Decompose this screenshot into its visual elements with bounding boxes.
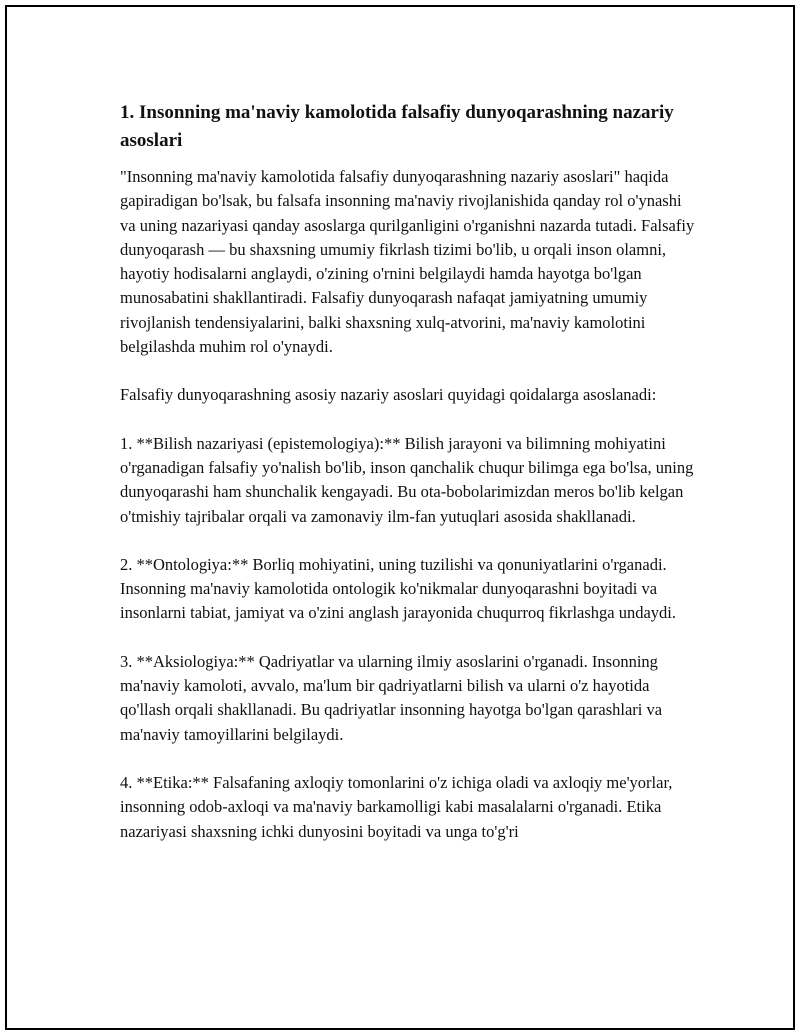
list-item-ontology: 2. **Ontologiya:** Borliq mohiyatini, uning tuzilishi va qonuniyatlarini o'rganadi. Insonning ma'naviy kamolotida ontologik ko'nikmalar dunyoqarashni boyitadi va insonlarni tabiat, jamiyat va o'zini anglash jarayonida chuqurroq fikrlashga undaydi.: [120, 554, 677, 623]
document-page: [5, 5, 795, 1030]
list-item-epistemology: 1. **Bilish nazariyasi (epistemologiya):** Bilish jarayoni va bilimning mohiyatini o'rganadigan falsafiy yo'nalish bo'lib, inson qanchalik chuqur bilimga ega bo'lsa, uning dunyoqarashi ham shunchalik kengayadi. Bu ota-bobolarimizdan meros bo'lib kelgan o'tmishiy tajribalar orqali va zamonaviy ilm-fan yutuqlari asosida shakllanadi.: [120, 433, 694, 526]
list-item-ethics: 4. **Etika:** Falsafaning axloqiy tomonlarini o'z ichiga oladi va axloqiy me'yorlar, insonning odob-axloqi va ma'naviy barkamolligi kabi masalalarni o'rganadi. Etika nazariyasi shaxsning ichki dunyosini boyitadi va unga to'g'ri: [120, 772, 673, 841]
document-body: [120, 99, 695, 868]
basis-intro-paragraph: Falsafiy dunyoqarashning asosiy nazariy asoslari quyidagi qoidalarga asoslanadi:: [120, 385, 657, 405]
section-heading: 1. Insonning ma'naviy kamolotida falsafiy dunyoqarashning nazariy asoslari: [120, 102, 674, 151]
intro-paragraph: "Insonning ma'naviy kamolotida falsafiy dunyoqarashning nazariy asoslari" haqida gapiradigan bo'lsak, bu falsafa insonning ma'naviy rivojlanishida qanday rol o'ynashi va uning nazariyasi qanday asoslarga qurilganligini o'rganishni nazarda tutadi. Falsafiy dunyoqarash — bu shaxsning umumiy fikrlash tizimi bo'lib, u orqali inson olamni, hayotiy hodisalarni anglaydi, o'zining o'rnini belgilaydi hamda hayotga bo'lgan munosabatini shakllantiradi. Falsafiy dunyoqarash nafaqat jamiyatning umumiy rivojlanish tendensiyalarini, balki shaxsning xulq-atvorini, ma'naviy kamolotini belgilashda muhim rol o'ynaydi.: [120, 167, 695, 357]
list-item-axiology: 3. **Aksiologiya:** Qadriyatlar va ularning ilmiy asoslarini o'rganadi. Insonning ma'naviy kamoloti, avvalo, ma'lum bir qadriyatlarni bilish va ularni o'z hayotida qo'llash orqali shakllanadi. Bu qadriyatlar insonning hayotga bo'lgan qarashlari va ma'naviy tamoyillarini belgilaydi.: [120, 651, 663, 744]
